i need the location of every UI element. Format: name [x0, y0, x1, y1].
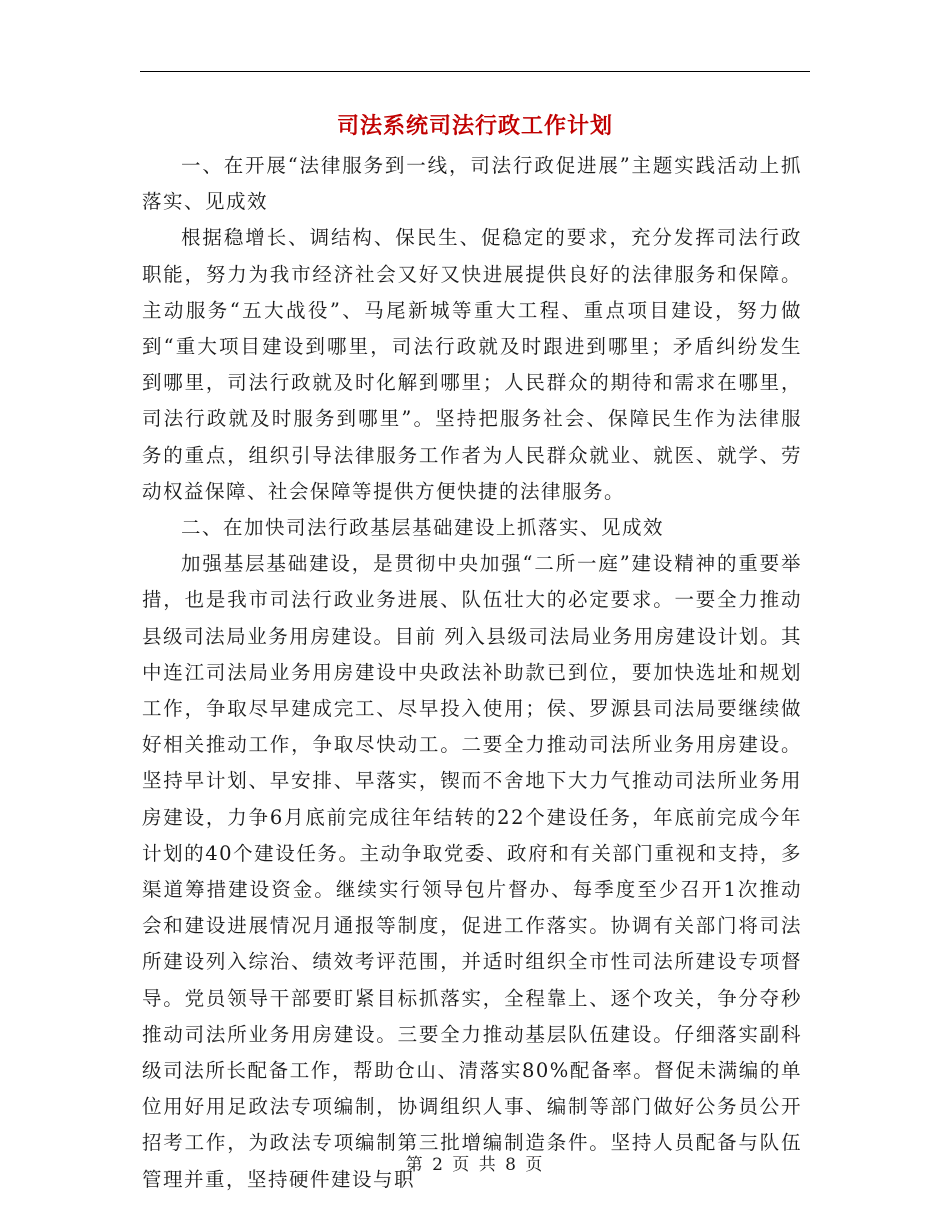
body-paragraph-2: 加强基层基础建设，是贯彻中央加强“二所一庭”建设精神的重要举措，也是我市司法行政业务进展、队伍壮大的必定要求。一要全力推动县级司法局业务用房建设。目前 列入县级司法局业务用房建设计划。其中连江司法局业务用房建设中央政法补助款已到位，要加快选址和规划工作，争取尽早建成完工、尽早投入使用；侯、罗源县司法局要继续做好相关推动工作，争取尽快动工。二要全力推动司法所业务用房建设。坚持早计划、早安排、早落实，锲而不舍地下大力气推动司法所业务用房建设，力争6月底前完成往年结转的22个建设任务，年底前完成今年计划的40个建设任务。主动争取党委、政府和有关部门重视和支持，多渠道筹措建设资金。继续实行领导包片督办、每季度至少召开1次推动会和建设进展情况月通报等制度，促进工作落实。协调有关部门将司法所建设列入综治、绩效考评范围，并适时组织全市性司法所建设专项督导。党员领导干部要盯紧目标抓落实，全程靠上、逐个攻关，争分夺秒推动司法所业务用房建设。三要全力推动基层队伍建设。仔细落实副科级司法所长配备工作，帮助仓山、清落实80%配备率。督促未满编的单位用好用足政法专项编制，协调组织人事、编制等部门做好公务员公开招考工作，为政法专项编制第三批增编制造条件。坚持人员配备与队伍管理并重，坚持硬件建设与职 — [142, 552, 802, 1191]
page-number: 第 2 页 共 8 页 — [405, 1155, 545, 1175]
body-paragraph-1: 根据稳增长、调结构、保民生、促稳定的要求，充分发挥司法行政职能，努力为我市经济社会又好又快进展提供良好的法律服务和保障。主动服务“五大战役”、马尾新城等重大工程、重点项目建设，努力做到“重大项目建设到哪里，司法行政就及时跟进到哪里；矛盾纠纷发生到哪里，司法行政就及时化解到哪里；人民群众的期待和需求在哪里，司法行政就及时服务到哪里”。坚持把服务社会、保障民生作为法律服务的重点，组织引导法律服务工作者为人民群众就业、就医、就学、劳动权益保障、社会保障等提供方便快捷的法律服务。 — [142, 226, 802, 503]
section-heading-1: 一、在开展“法律服务到一线，司法行政促进展”主题实践活动上抓落实、见成效 — [142, 154, 802, 214]
section-heading-2: 二、在加快司法行政基层基础建设上抓落实、见成效 — [181, 516, 665, 540]
document-title: 司法系统司法行政工作计划 — [336, 113, 613, 139]
document-body — [142, 148, 802, 1198]
header-rule — [140, 71, 810, 72]
